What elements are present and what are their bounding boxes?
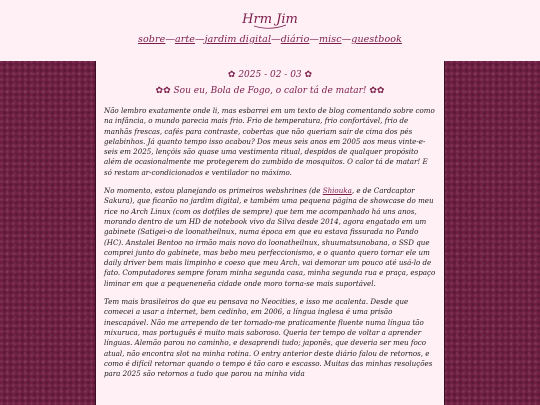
nav-link-jardim-digital[interactable]: jardim digital	[204, 34, 272, 45]
post-paragraph-3: Tem mais brasileiros do que eu pensava no Neocities, e isso me acalenta. Desde que comecei a usar a internet, bem cedinho, em 2006, a língua inglesa é uma prisão inescapável. Não me arrependo de ter tornado-me praticamente fluente numa língua tão mixuruca, mas português é muito mais saboroso. Queria ter tempo de voltar a aprender línguas. Alemão parou no caminho, e desaprendi tudo; japonês, que deveria ser meu foco atual, não encontra slot na minha rotina. O entry anterior deste diário falou de retornos, e como é difícil retornar quando o tempo é tão caro e escasso. Muitas das minhas resoluções para 2025 são retornos a tudo que parou na minha vida	[104, 297, 433, 379]
site-logo[interactable]	[240, 3, 300, 33]
nav-link-misc[interactable]: misc	[319, 34, 342, 45]
post-date-text: 2025 - 02 - 03	[238, 70, 302, 80]
nav-link-arte[interactable]: arte	[174, 34, 196, 45]
nav-separator: —	[271, 34, 281, 45]
post-paragraph-2	[104, 186, 436, 289]
nav-link-diario[interactable]: diário	[280, 34, 310, 45]
post-title	[104, 85, 436, 98]
post-panel	[95, 61, 445, 405]
shiouka-link[interactable]: Shiouka	[322, 186, 352, 196]
post-date	[104, 69, 436, 82]
site-header	[0, 0, 540, 61]
nav-separator: —	[341, 34, 352, 45]
flower-icon: ✿✿	[155, 86, 171, 96]
nav-separator: —	[309, 34, 319, 45]
nav-separator: —	[195, 34, 205, 45]
flower-icon: ✿	[304, 70, 313, 80]
paragraph-text: No momento, estou planejando os primeiros webshrines (de	[104, 186, 323, 196]
post-title-text: Sou eu, Bola de Fogo, o calor tá de matar!	[173, 86, 367, 96]
nav-separator: —	[165, 34, 175, 45]
nav-link-guestbook[interactable]: guestbook	[351, 34, 402, 45]
paragraph-text: , e de Cardcaptor Sakura), que ficarão no jardim digital, e também uma pequena página de showcase do meu rice no Arch Linux (com os dotfiles de sempre) que tem me acompanhado há uns anos, morando dentro de um HD de notebook vivo da Silva desde 2014, agora engatado em um gabinete (Satigei-o de loonatheilnux, numa época em que eu estava fissurada no Pando (HC). Anstalei Bentoo no irmão mais novo do loonatheilnux, shuumatsunobana, o SSD que comprei junto do gabinete, mas bebo meu perfeccionismo, e o quanto quero tornar ele um daily driver bem mais limpinho e coeso que meu Arch, vai demorar um pouco até usá-lo de fato. Computadores sempre foram minha segunda casa, minha segunda rua e praça, espaço liminar em que a pequeneneña cidade onde moro torna-se mais suportável.	[104, 186, 436, 288]
flower-icon: ✿✿	[369, 86, 385, 96]
main-nav	[0, 34, 540, 45]
nav-link-sobre[interactable]: sobre	[138, 34, 166, 45]
svg-text:Hrm Jim: Hrm Jim	[242, 12, 298, 27]
flower-icon: ✿	[227, 70, 236, 80]
post-paragraph-1: Não lembro exatamente onde li, mas esbarrei em um texto de blog comentando sobre como na infância, o mundo parecia mais frio. Frio de temperatura, frio confortável, frio de manhãs frescas, cafés para contraste, cobertas que não queriam sair de cima dos pés gelabinhos. Já quanto tempo isso acabou? Dos meus seis anos em 2005 aos meus vinte-e-seis em 2025, lençóis são quase uma vestimenta ritual, despidos de qualquer propósito além de ocasionalmente me protegerem do zumbido de mosquitos. O calor tá de matar! E só restam ar-condicionados e ventilador no máximo.	[104, 106, 435, 177]
